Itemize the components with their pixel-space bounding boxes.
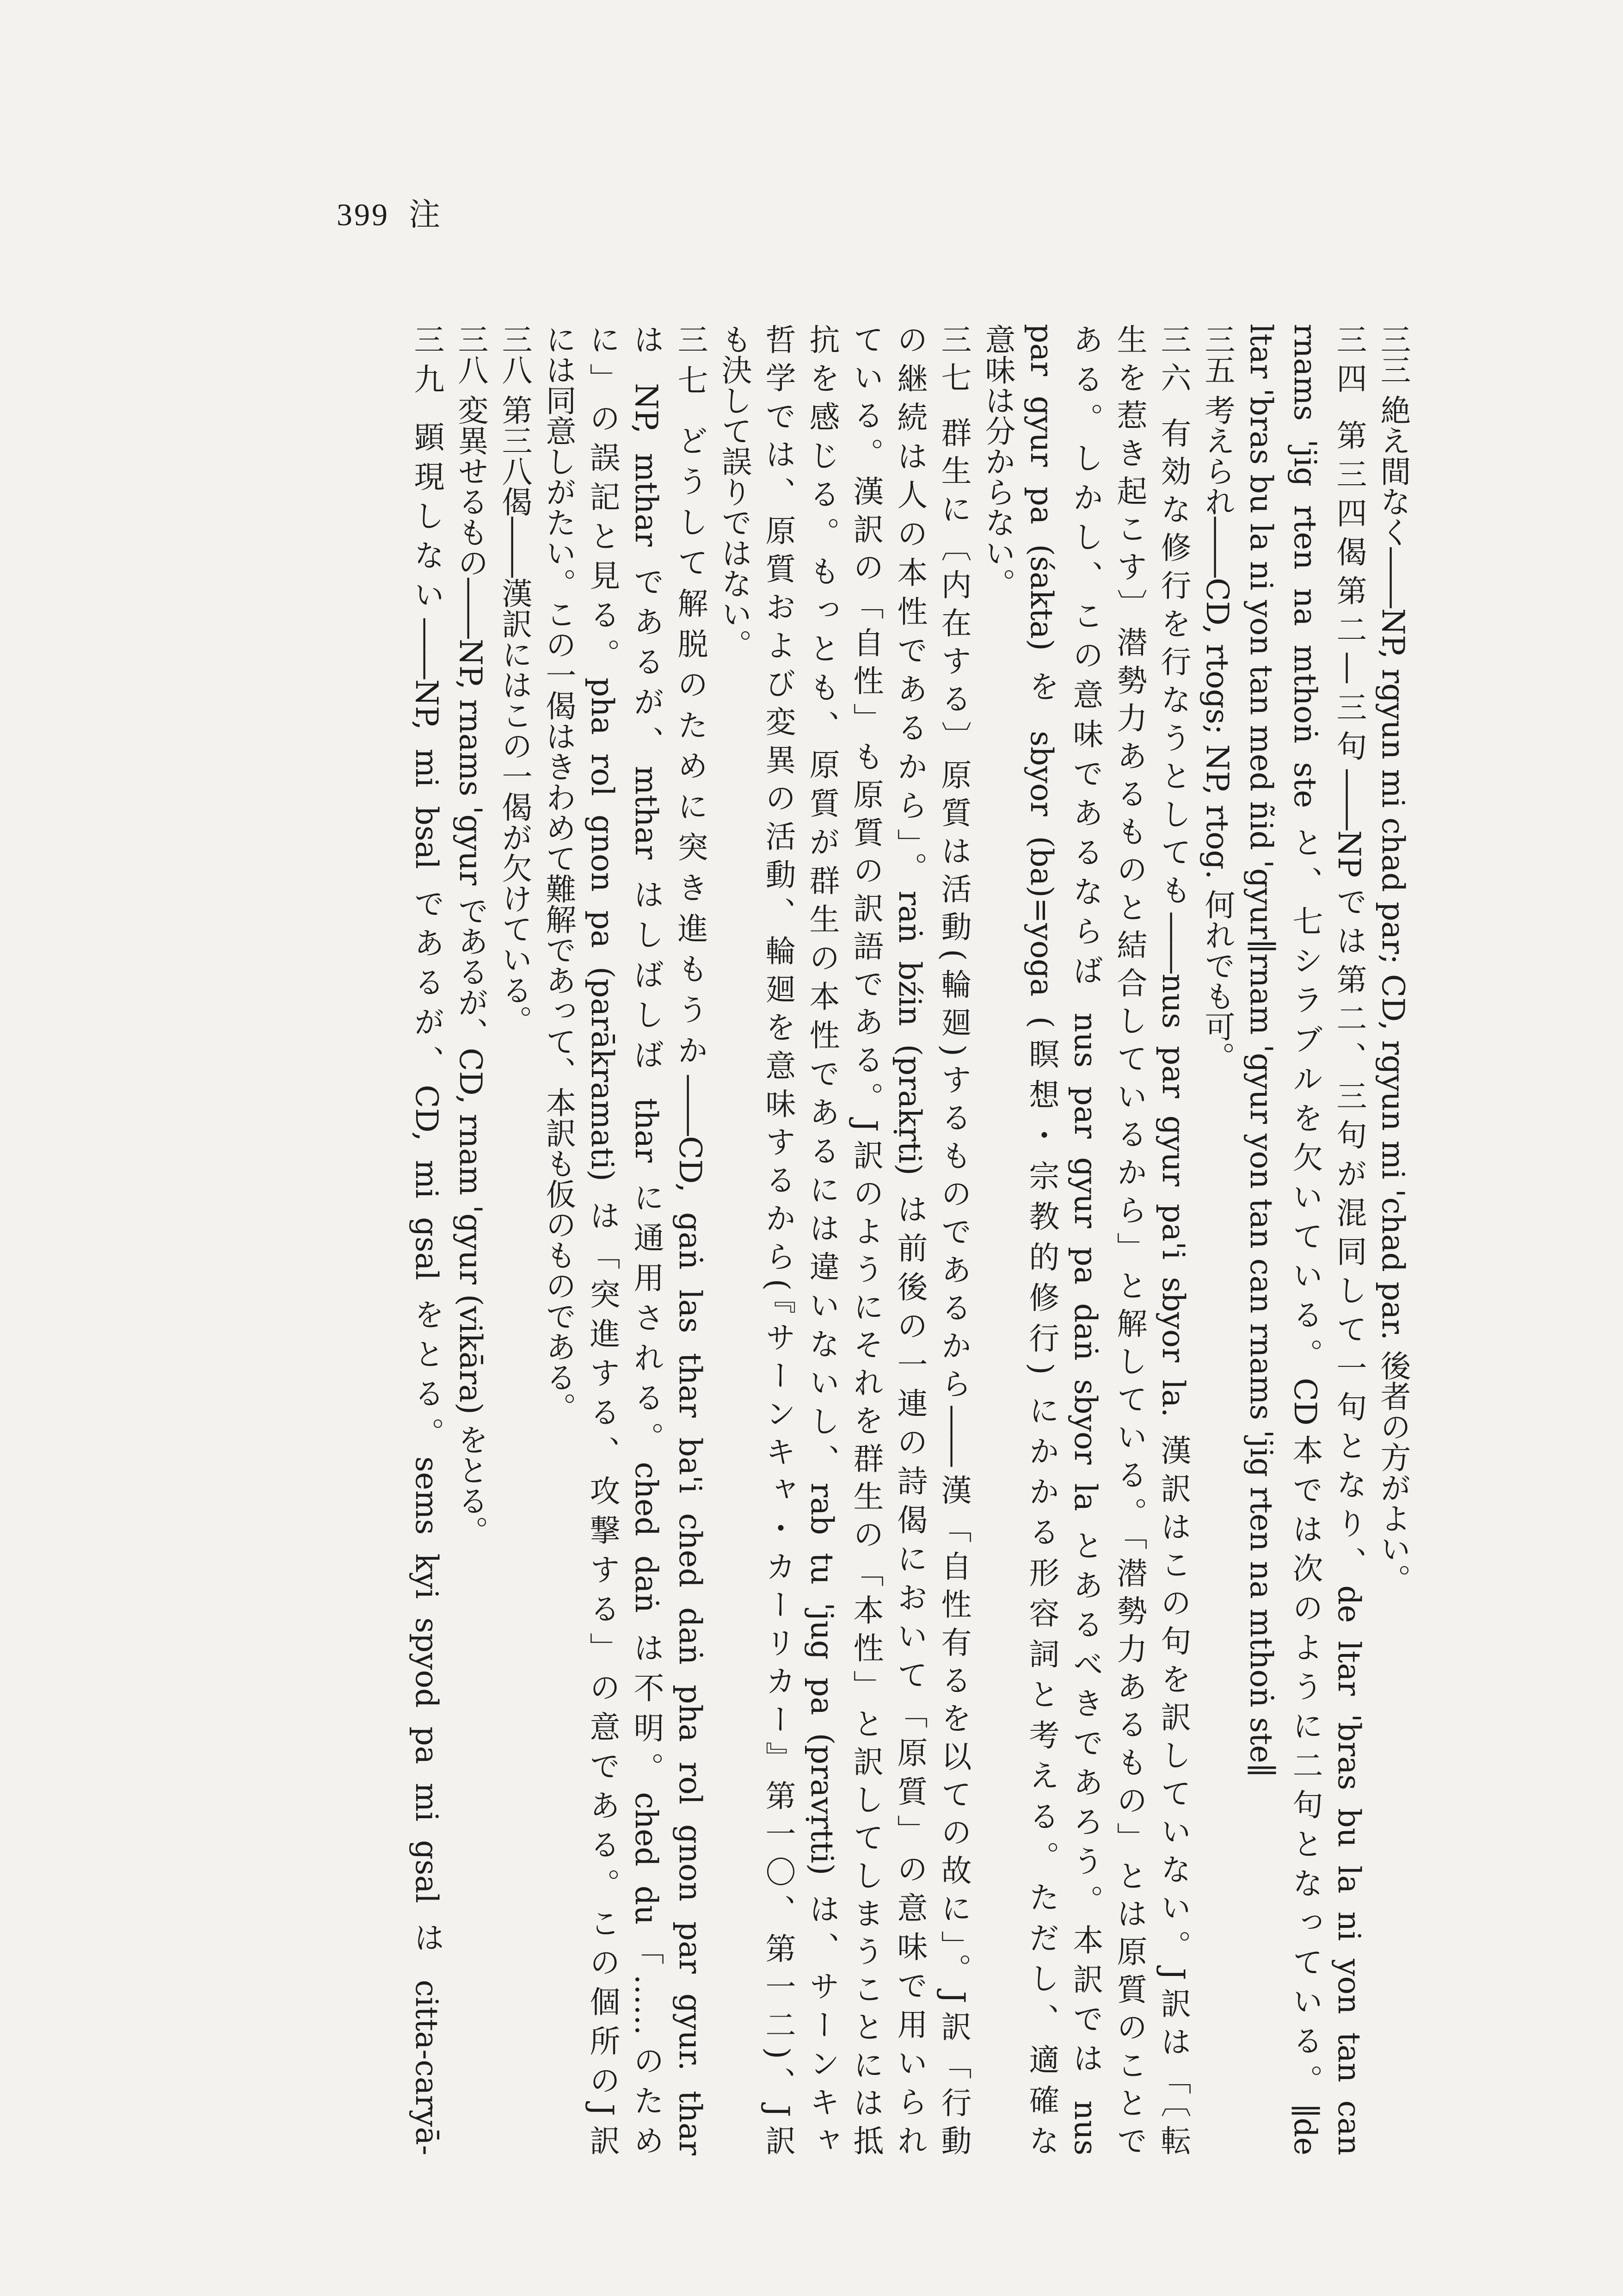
text-line: par gyur pa (śakta) を sbyor (ba)=yoga (瞑想・宗教的修行) にかかる形容詞と考える。ただし、適確な [1024, 324, 1059, 2155]
text-line: ある。しかし、この意味であるならば nus par gyur pa daṅ sbyor la とあるべきであろう。本訳では nus [1068, 324, 1103, 2155]
text-line: 三四 第三四偈第二―三句――NPでは第二、三句が混同して一句となり、de ltar 'bras bu la ni yon tan can [1331, 324, 1367, 2155]
text-line: 三八 第三八偈――漢訳にはこの一偈が欠けている。 [497, 324, 532, 1036]
text-line: には同意しがたい。この一偈はきわめて難解であって、本訳も仮のものである。 [541, 324, 576, 1423]
text-line: 三七 どうして解脱のために突き進もうか――CD, gaṅ las thar ba'i ched daṅ pha rol gnon par gyur. thar [672, 324, 708, 2155]
page-header [337, 190, 442, 235]
text-line: 意味は分からない。 [980, 324, 1015, 599]
text-line: rnams 'jig rten na mthoṅ ste と、七シラブルを欠いている。CD本では次のように二句となっている。∥de [1287, 324, 1323, 2155]
text-line: 三七 群生に〔内在する〕原質は活動(輪廻)するものであるから――漢「自性有るを以ての故に」。J訳「行動 [936, 324, 971, 2155]
text-line: 三六 有効な修行を行なうとしても――nus par gyur pa'i sbyor la. 漢訳はこの句を訳していない。J訳は「〔転 [1156, 324, 1191, 2155]
text-line: ている。漢訳の「自性」も原質の訳語である。J訳のようにそれを群生の「本性」と訳してしまうことには抵 [848, 324, 884, 2155]
text-line: 三八 変異せるもの――NP, rnams 'gyur であるが、CD, rnam 'gyur (vikāra) をとる。 [453, 324, 488, 1547]
text-line: 三九 顕現しない――NP, mi bsal であるが、CD, mi gsal をとる。sems kyi spyod pa mi gsal は citta-caryā- [409, 324, 444, 2155]
text-line: に」の誤記と見る。pha rol gnon pa (parākramati) は「突進する、攻撃する」の意である。この個所のJ訳 [584, 324, 620, 2155]
page-number: 399 [337, 197, 389, 232]
text-line: も決して誤りではない。 [716, 324, 752, 660]
text-line: 三三 絶え間なく――NP, rgyun mi chad par; CD, rgyun mi 'chad par. 後者の方がよい。 [1375, 324, 1411, 1594]
notes-body [405, 324, 1415, 2155]
header-title: 注 [409, 197, 443, 233]
text-line: 生を惹き起こす〕潜勢力あるものと結合しているから」と解している。「潜勢力あるもの」とは原質のことで [1112, 324, 1147, 2155]
text-line: の継続は人の本性であるから」。raṅ bźin (prakṛti) は前後の一連の詩偈において「原質」の意味で用いられ [892, 324, 928, 2155]
text-line: 抗を感じる。もっとも、原質が群生の本性であるには違いないし、rab tu 'jug pa (pravṛtti) は、サーンキャ [804, 324, 840, 2155]
text-line: ltar 'bras bu la ni yon tan med ñid 'gyur∥rnam 'gyur yon tan can rnams 'jig rten na mthoṅ ste∥ [1243, 324, 1279, 1778]
text-line: 三五 考えられ――CD, rtogs; NP, rtog. 何れでも可。 [1199, 324, 1235, 1072]
text-line: は NP, mthar であるが、mthar はしばしば thar に通用される。ched daṅ は不明。ched du「……のため [628, 324, 664, 2155]
text-line: 哲学では、原質および変異の活動、輪廻を意味するから(『サーンキャ・カーリカー』第一〇、第一二)、J訳 [760, 324, 796, 2155]
